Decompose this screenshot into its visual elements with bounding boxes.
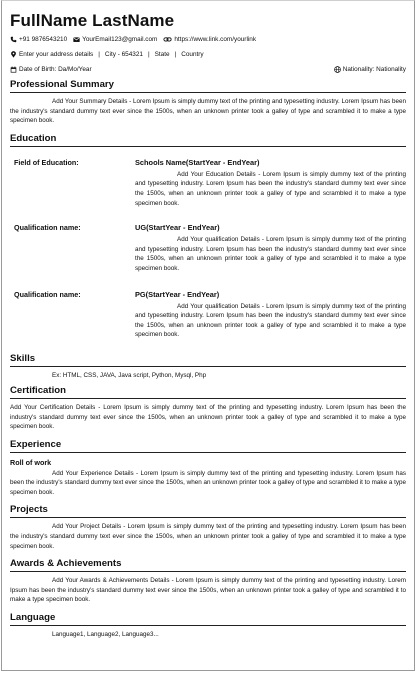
- education-heading: Schools Name(StartYear - EndYear): [135, 157, 260, 167]
- education-section: [10, 133, 406, 340]
- city-text: City - 654321: [104, 51, 143, 58]
- state-text: State: [154, 51, 170, 58]
- education-heading: UG(StartYear - EndYear): [135, 223, 220, 233]
- summary-section: [10, 79, 406, 126]
- separator: |: [147, 51, 150, 58]
- education-entry: [10, 223, 406, 273]
- envelope-icon: [73, 36, 80, 43]
- experience-text: Add Your Experience Details - Lorem Ipsum is simply dummy text of the printing and typesetting industry. Lorem Ipsum has been the industry's standard dummy text ever since the 1500s, when an unknown printer took a galley of type and scrambled it to make a type specimen book.: [10, 469, 406, 496]
- phone: [10, 36, 67, 43]
- section-title: Awards & Achievements: [10, 558, 406, 572]
- education-label: Field of Education:: [14, 157, 79, 167]
- education-entry: [10, 290, 406, 340]
- map-pin-icon: [10, 51, 17, 58]
- education-text: Add Your qualification Details - Lorem Ipsum is simply dummy text of the printing and typesetting industry. Lorem Ipsum has been the industry's standard dummy text ever since the 1500s, when an unknown printer took a galley of type and scrambled it to make a type specimen book.: [135, 302, 406, 339]
- web-link[interactable]: [163, 36, 256, 43]
- education-label: Qualification name:: [14, 223, 81, 233]
- education-text: Add Your qualification Details - Lorem Ipsum is simply dummy text of the printing and typesetting industry. Lorem Ipsum has been the industry's standard dummy text ever since the 1500s, when an unknown printer took a galley of type and scrambled it to make a type specimen book.: [135, 236, 406, 272]
- skills-section: [10, 353, 406, 379]
- phone-icon: [10, 36, 17, 43]
- awards-text: Add Your Awards & Achievements Details - Lorem Ipsum is simply dummy text of the printing and typesetting industry. Lorem Ipsum has been the industry's standard dummy text ever since the 1500s, when an unknown printer took a galley of type and scrambled it to make a type specimen book.: [10, 577, 406, 604]
- section-title: Skills: [10, 353, 406, 367]
- contact-row: [10, 36, 406, 43]
- link-text: https://www.link.com/yourlink: [174, 36, 257, 43]
- personal-row: [10, 66, 406, 73]
- link-icon: [163, 36, 172, 43]
- education-text: Add Your Education Details - Lorem Ipsum is simply dummy text of the printing and typesetting industry. Lorem Ipsum has been the industry's standard dummy text ever since the 1500s, when an unknown printer took a galley of type and scrambled it to make a type specimen book.: [135, 170, 406, 207]
- language-text: Language1, Language2, Language3...: [52, 631, 159, 639]
- skills-text: Ex: HTML, CSS, JAVA, Java script, Python, Mysql, Php: [52, 371, 207, 379]
- nationality: [334, 66, 406, 73]
- education-entry: [10, 158, 406, 208]
- summary-text: Add Your Summary Details - Lorem Ipsum is simply dummy text of the printing and typesetting industry. Lorem Ipsum has been the industry's standard dummy text ever since the 1500s, when an unknown printer took a galley of type and scrambled it to make a type specimen book.: [10, 98, 406, 125]
- section-title: Professional Summary: [10, 79, 406, 93]
- country-text: Country: [181, 51, 204, 58]
- education-heading: PG(StartYear - EndYear): [135, 289, 220, 299]
- calendar-icon: [10, 66, 17, 73]
- awards-section: [10, 558, 406, 605]
- projects-text: Add Your Project Details - Lorem Ipsum is simply dummy text of the printing and typesetting industry. Lorem Ipsum has been the industry's standard dummy text ever since the 1500s, when an unknown printer took a galley of type and scrambled it to make a type specimen book.: [10, 523, 406, 550]
- address-text: Enter your address details: [19, 51, 94, 58]
- projects-section: [10, 504, 406, 551]
- experience-role: Roll of work: [10, 457, 52, 467]
- section-title: Language: [10, 612, 406, 626]
- experience-section: [10, 439, 406, 498]
- separator: |: [98, 51, 100, 58]
- separator: |: [174, 51, 177, 58]
- language-section: [10, 612, 406, 638]
- certification-text: Add Your Certification Details - Lorem Ipsum is simply dummy text of the printing and typesetting industry. Lorem Ipsum has been the industry's standard dummy text ever since the 1500s, when an unknown printer took a galley of type and scrambled it to make a type specimen book.: [10, 403, 406, 431]
- dob: [10, 66, 92, 73]
- full-name: FullName LastName: [10, 11, 175, 30]
- resume-page: [1, 0, 415, 671]
- globe-icon: [334, 66, 341, 73]
- nationality-text: Nationality: Nationality: [342, 66, 406, 73]
- section-title: Projects: [10, 504, 406, 518]
- dob-text: Date of Birth: Da/Mo/Year: [19, 66, 92, 73]
- email-text: YourEmail123@gmail.com: [82, 36, 158, 43]
- phone-text: +91 9876543210: [19, 36, 68, 43]
- section-title: Experience: [10, 439, 406, 453]
- address-row: [10, 51, 406, 58]
- section-title: Education: [10, 133, 406, 147]
- education-label: Qualification name:: [14, 289, 81, 299]
- certification-section: [10, 385, 406, 432]
- email[interactable]: [73, 36, 157, 43]
- section-title: Certification: [10, 385, 406, 399]
